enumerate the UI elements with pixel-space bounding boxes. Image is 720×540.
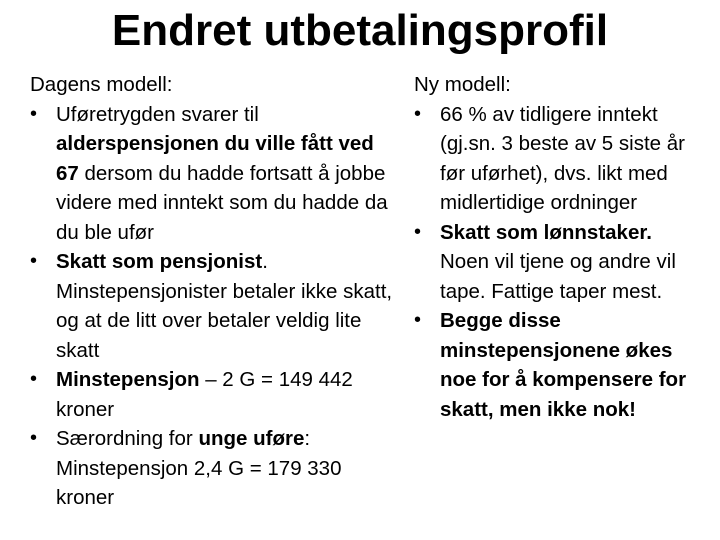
- item-text: Særordning for: [56, 427, 199, 450]
- item-bold-text: Begge disse minstepensjonene økes noe for å kompensere for skatt, men ikke nok!: [440, 309, 687, 421]
- item-text: Uføretrygden svarer til: [56, 102, 259, 126]
- list-item: [30, 100, 400, 248]
- list-item: [414, 306, 704, 424]
- list-item: [30, 247, 400, 365]
- bullet-icon: •: [30, 102, 38, 125]
- item-bold-text: Skatt som pensjonist: [56, 250, 263, 273]
- bullet-icon: •: [414, 102, 422, 125]
- bullet-icon: •: [30, 250, 38, 272]
- item-text: dersom du hadde fortsatt å jobbe videre med inntekt som du hadde da du ble ufør: [56, 161, 388, 244]
- item-bold-text: Minstepensjon: [56, 368, 200, 391]
- bullet-icon: •: [414, 220, 422, 243]
- item-bold-text: Skatt som lønnstaker.: [440, 220, 652, 244]
- item-text: Noen vil tjene og andre vil tape. Fattige taper mest.: [440, 250, 676, 303]
- current-model-heading: Dagens modell:: [30, 73, 173, 96]
- item-bold-text: alderspensjonen du ville fått ved 67: [56, 132, 374, 185]
- list-item: [414, 100, 704, 218]
- current-model-column: [30, 70, 400, 513]
- new-model-heading: Ny modell:: [414, 73, 511, 96]
- item-text: : Minstepensjon 2,4 G = 179 330 kroner: [56, 427, 342, 509]
- list-item: [30, 365, 400, 424]
- list-item: [414, 218, 704, 307]
- bullet-icon: •: [30, 368, 38, 390]
- item-text: – 2 G = 149 442 kroner: [56, 368, 353, 421]
- bullet-icon: •: [30, 427, 38, 449]
- item-text: 66 % av tidligere inntekt (gj.sn. 3 beste av 5 siste år før uførhet), dvs. likt med midlertidige ordninger: [440, 102, 685, 214]
- new-model-column: [414, 70, 704, 424]
- slide-title: Endret utbetalingsprofil: [111, 6, 609, 55]
- item-bold-text: unge uføre: [198, 427, 305, 450]
- item-text: . Minstepensjonister betaler ikke skatt, og at de litt over betaler veldig lite skatt: [56, 250, 393, 362]
- new-model-list: [414, 100, 704, 425]
- list-item: [30, 424, 400, 513]
- bullet-icon: •: [414, 309, 422, 331]
- current-model-list: [30, 100, 400, 513]
